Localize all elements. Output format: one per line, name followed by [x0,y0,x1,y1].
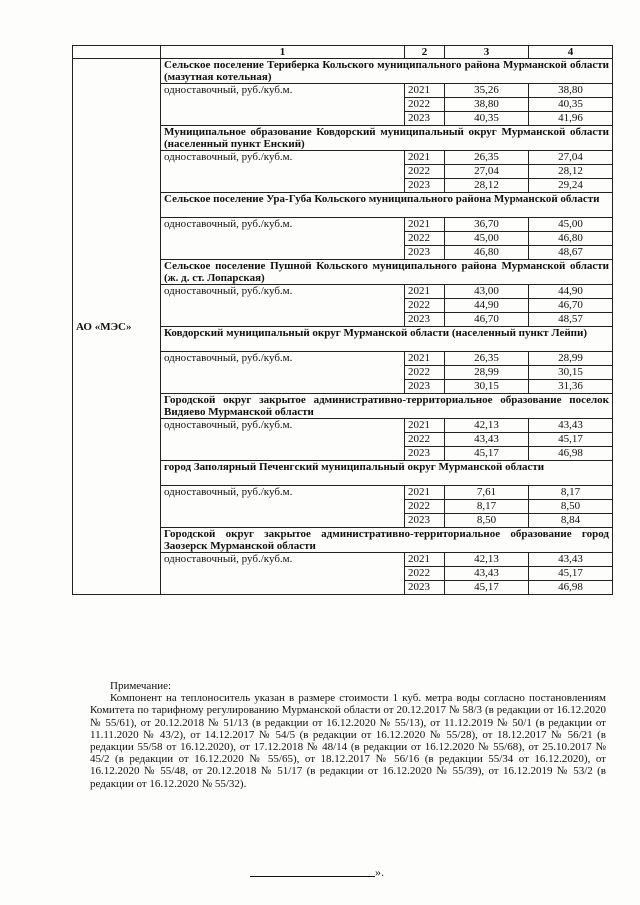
year-cell: 2023 [405,246,445,260]
tariff-value-h1: 8,50 [445,514,529,528]
tariff-value-h2: 29,24 [529,179,613,193]
tariff-value-h1: 30,15 [445,380,529,394]
tariff-type-label: одноставочный, руб./куб.м. [161,486,405,528]
year-cell: 2021 [405,352,445,366]
year-cell: 2023 [405,313,445,327]
year-cell: 2021 [405,553,445,567]
year-cell: 2021 [405,151,445,165]
section-title: Сельское поселение Пушной Кольского муниципального района Мурманской области (ж. д. ст. Лопарская) [161,260,613,285]
tariff-value-h1: 44,90 [445,299,529,313]
tariff-value-h2: 45,17 [529,433,613,447]
section-title: Муниципальное образование Ковдорский муниципальный округ Мурманской области (населенный пункт Енский) [161,126,613,151]
tariff-value-h2: 45,00 [529,218,613,232]
header-blank-cell [73,46,161,59]
tariff-value-h2: 46,80 [529,232,613,246]
section-title: Сельское поселение Ура-Губа Кольского муниципального района Мурманской области [161,193,613,218]
section-title: Городской округ закрытое административно-территориальное образование поселок Видяево Мурманской области [161,394,613,419]
tariff-value-h2: 28,12 [529,165,613,179]
tariff-value-h2: 46,98 [529,447,613,461]
note-text: Компонент на теплоноситель указан в размере стоимости 1 куб. метра воды согласно постановлениям Комитета по тарифному регулированию Мурманской области от 20.12.2017 № 58/3 (в редакции от 16.12.2020 № 55/61), от 20.12.2018 № 51/13 (в редакции от 16.12.2020 № 55/13), от 11.12.2019 № 50/1 (в редакции от 11.11.2020 № 43/2), от 14.12.2017 № 54/5 (в редакции от 16.12.2020 № 55/28), от 18.12.2017 № 56/21 (в редакции 55/58 от 16.12.2020), от 17.12.2018 № 48/14 (в редакции от 16.12.2020 № 55/68), от 25.10.2017 № 45/2 (в редакции от 16.12.2020 № 55/65), от 18.12.2017 № 56/16 (в редакции 55/34 от 16.12.2020), от 16.12.2020 № 55/48, от 20.12.2018 № 51/17 (в редакции от 16.12.2020 № 55/39), от 16.12.2019 № 53/2 (в редакции от 16.12.2020 № 55/32). [90,692,606,790]
closing-quote: ». [375,865,384,879]
tariff-value-h1: 28,99 [445,366,529,380]
tariff-value-h2: 30,15 [529,366,613,380]
tariff-value-h1: 38,80 [445,98,529,112]
tariff-value-h1: 36,70 [445,218,529,232]
year-cell: 2023 [405,447,445,461]
tariff-table [72,45,613,595]
tariff-value-h1: 35,26 [445,84,529,98]
tariff-value-h2: 8,50 [529,500,613,514]
tariff-table-body [73,46,613,595]
year-cell: 2022 [405,567,445,581]
year-cell: 2021 [405,218,445,232]
tariff-value-h2: 46,98 [529,581,613,595]
tariff-value-h1: 40,35 [445,112,529,126]
tariff-value-h1: 43,43 [445,433,529,447]
year-cell: 2021 [405,486,445,500]
header-col-3: 3 [445,46,529,59]
year-cell: 2023 [405,179,445,193]
tariff-value-h2: 28,99 [529,352,613,366]
signature-line [250,868,375,877]
tariff-value-h2: 8,84 [529,514,613,528]
year-cell: 2021 [405,285,445,299]
header-col-4: 4 [529,46,613,59]
year-cell: 2022 [405,98,445,112]
year-cell: 2021 [405,84,445,98]
note-block [90,680,606,790]
tariff-value-h2: 41,96 [529,112,613,126]
tariff-type-label: одноставочный, руб./куб.м. [161,151,405,193]
year-cell: 2023 [405,112,445,126]
year-cell: 2022 [405,433,445,447]
header-col-2: 2 [405,46,445,59]
tariff-value-h1: 42,13 [445,553,529,567]
section-title: город Заполярный Печенгский муниципальный округ Мурманской области [161,461,613,486]
tariff-value-h2: 45,17 [529,567,613,581]
tariff-value-h2: 27,04 [529,151,613,165]
tariff-type-label: одноставочный, руб./куб.м. [161,419,405,461]
tariff-value-h1: 43,43 [445,567,529,581]
table-header-row [73,46,613,59]
tariff-value-h1: 46,80 [445,246,529,260]
tariff-value-h1: 27,04 [445,165,529,179]
year-cell: 2022 [405,232,445,246]
tariff-type-label: одноставочный, руб./куб.м. [161,218,405,260]
tariff-value-h2: 43,43 [529,419,613,433]
tariff-value-h1: 28,12 [445,179,529,193]
tariff-value-h2: 31,36 [529,380,613,394]
tariff-value-h2: 48,57 [529,313,613,327]
section-title-row [73,59,613,84]
year-cell: 2022 [405,299,445,313]
year-cell: 2022 [405,366,445,380]
tariff-value-h1: 26,35 [445,151,529,165]
tariff-value-h2: 43,43 [529,553,613,567]
section-title: Ковдорский муниципальный округ Мурманской области (населенный пункт Лейпи) [161,327,613,352]
year-cell: 2023 [405,380,445,394]
tariff-value-h1: 43,00 [445,285,529,299]
year-cell: 2023 [405,514,445,528]
tariff-value-h1: 45,17 [445,581,529,595]
tariff-type-label: одноставочный, руб./куб.м. [161,553,405,595]
header-col-1: 1 [161,46,405,59]
tariff-type-label: одноставочный, руб./куб.м. [161,285,405,327]
tariff-type-label: одноставочный, руб./куб.м. [161,352,405,394]
year-cell: 2021 [405,419,445,433]
year-cell: 2022 [405,500,445,514]
tariff-value-h2: 44,90 [529,285,613,299]
tariff-value-h1: 26,35 [445,352,529,366]
tariff-value-h1: 8,17 [445,500,529,514]
tariff-value-h1: 46,70 [445,313,529,327]
note-title: Примечание: [110,680,172,692]
tariff-value-h1: 45,17 [445,447,529,461]
year-cell: 2023 [405,581,445,595]
tariff-value-h2: 40,35 [529,98,613,112]
tariff-type-label: одноставочный, руб./куб.м. [161,84,405,126]
section-title: Городской округ закрытое административно-территориальное образование город Заозерск Мурманской области [161,528,613,553]
tariff-value-h2: 38,80 [529,84,613,98]
tariff-value-h1: 7,61 [445,486,529,500]
tariff-value-h2: 46,70 [529,299,613,313]
tariff-value-h2: 8,17 [529,486,613,500]
tariff-value-h1: 45,00 [445,232,529,246]
tariff-value-h2: 48,67 [529,246,613,260]
year-cell: 2022 [405,165,445,179]
tariff-value-h1: 42,13 [445,419,529,433]
section-title: Сельское поселение Териберка Кольского муниципального района Мурманской области (мазутная котельная) [161,59,613,84]
organization-cell: АО «МЭС» [73,59,161,595]
